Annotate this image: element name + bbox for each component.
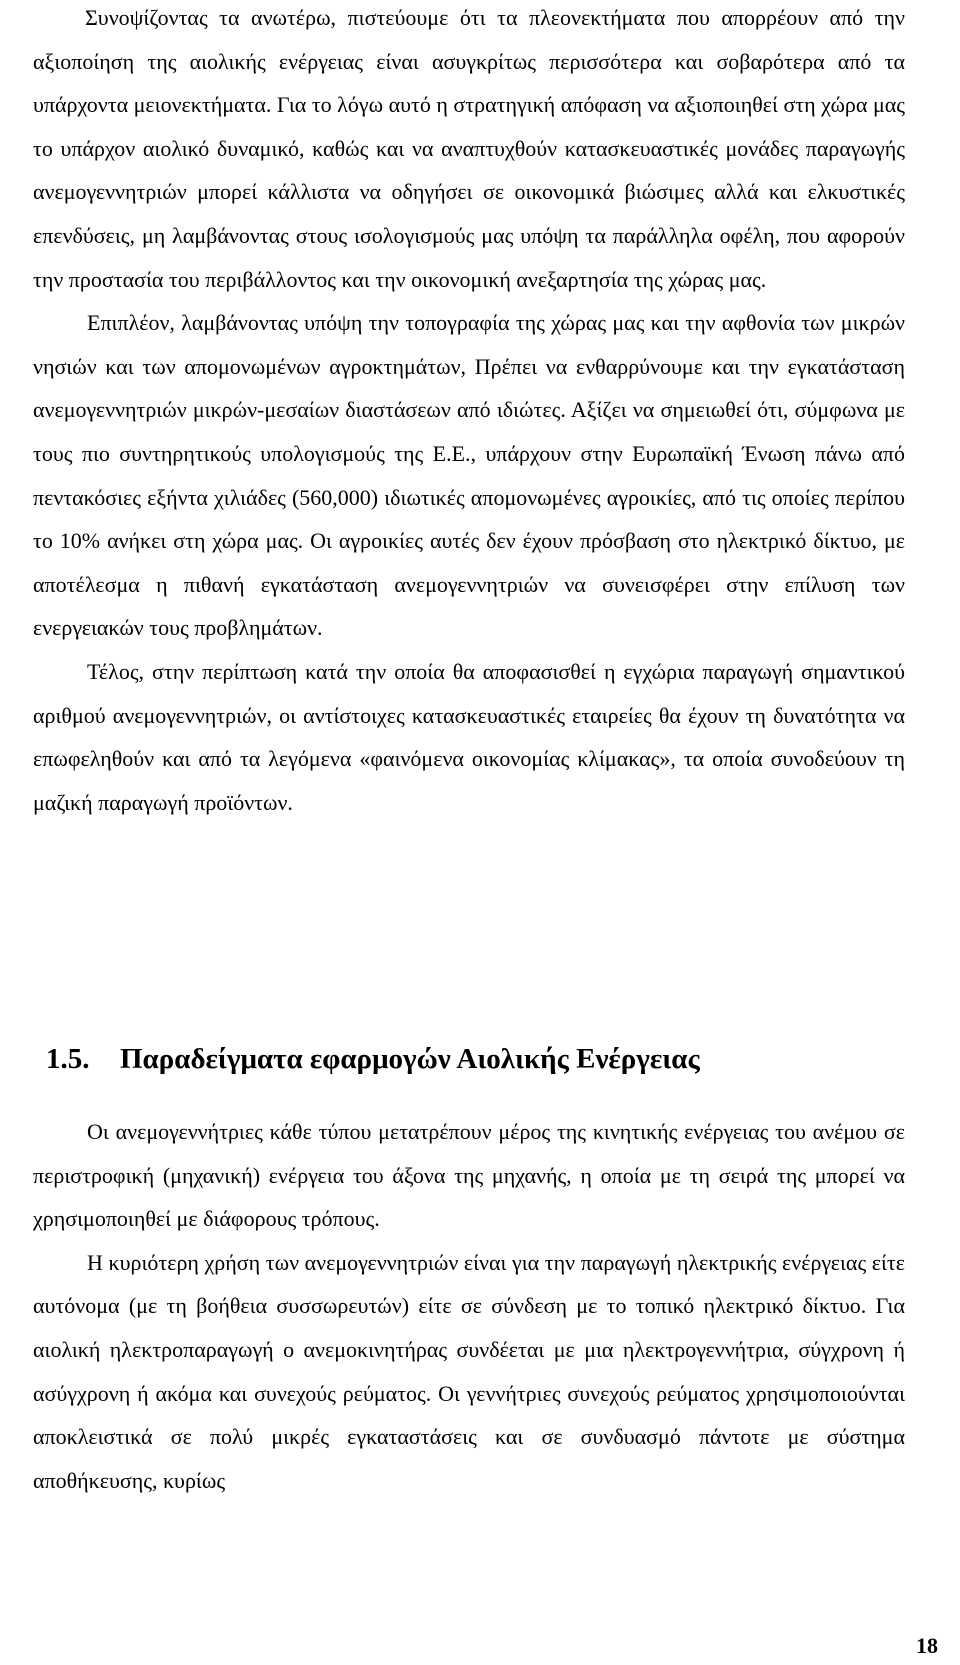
body-text-bottom — [33, 1110, 905, 1502]
section-heading — [46, 1045, 700, 1074]
page-number: 18 — [916, 1633, 938, 1658]
paragraph: Η κυριότερη χρήση των ανεμογεννητριών είναι για την παραγωγή ηλεκτρικής ενέργειας είτε αυτόνομα (με τη βοήθεια συσσωρευτών) είτε σε σύνδεση με το τοπικό ηλεκτρικό δίκτυο. Για αιολική ηλεκτροπαραγωγή ο ανεμοκινητήρας συνδέεται με μια ηλεκτρογεννήτρια, σύγχρονη ή ασύγχρονη ή ακόμα και συνεχούς ρεύματος. Οι γεννήτριες συνεχούς ρεύματος χρησιμοποιούνται αποκλειστικά σε πολύ μικρές εγκαταστάσεις και σε συνδυασμό πάντοτε με σύστημα αποθήκευσης, κυρίως — [33, 1249, 905, 1493]
paragraph: Συνοψίζοντας τα ανωτέρω, πιστεύουμε ότι τα πλεονεκτήματα που απορρέουν από την αξιοποίηση της αιολικής ενέργειας είναι ασυγκρίτως περισσότερα και σοβαρότερα από τα υπάρχοντα μειονεκτήματα. Για το λόγω αυτό η στρατηγική απόφαση να αξιοποιηθεί στη χώρα μας το υπάρχον αιολικό δυναμικό, καθώς και να αναπτυχθούν κατασκευαστικές μονάδες παραγωγής ανεμογεννητριών μπορεί κάλλιστα να οδηγήσει σε οικονομικά βιώσιμες αλλά και ελκυστικές επενδύσεις, μη λαμβάνοντας στους ισολογισμούς μας υπόψη τα παράλληλα οφέλη, που αφορούν την προστασία του περιβάλλοντος και την οικονομική ανεξαρτησία της χώρας μας. — [33, 5, 905, 292]
paragraph: Επιπλέον, λαμβάνοντας υπόψη την τοπογραφία της χώρας μας και την αφθονία των μικρών νησιών και των απομονωμένων αγροκτημάτων, Πρέπει να ενθαρρύνουμε και την εγκατάσταση ανεμογεννητριών μικρών-μεσαίων διαστάσεων από ιδιώτες. Αξίζει να σημειωθεί ότι, σύμφωνα με τους πιο συντηρητικούς υπολογισμούς της Ε.Ε., υπάρχουν στην Ευρωπαϊκή Ένωση πάνω από πεντακόσιες εξήντα χιλιάδες (560,000) ιδιωτικές απομονωμένες αγροικίες, από τις οποίες περίπου το 10% ανήκει στη χώρα μας. Οι αγροικίες αυτές δεν έχουν πρόσβαση στο ηλεκτρικό δίκτυο, με αποτέλεσμα η πιθανή εγκατάσταση ανεμογεννητριών να συνεισφέρει στην επίλυση των ενεργειακών τους προβλημάτων. — [33, 310, 905, 641]
paragraph: Τέλος, στην περίπτωση κατά την οποία θα αποφασισθεί η εγχώρια παραγωγή σημαντικού αριθμού ανεμογεννητριών, οι αντίστοιχες κατασκευαστικές εταιρείες θα έχουν τη δυνατότητα να επωφεληθούν και από τα λεγόμενα «φαινόμενα οικονομίας κλίμακας», τα οποία συνοδεύουν τη μαζική παραγωγή προϊόντων. — [33, 658, 905, 815]
section-number: 1.5. — [46, 1043, 90, 1075]
body-text-top — [33, 0, 905, 824]
section-title: Παραδείγματα εφαρμογών Αιολικής Ενέργειας — [120, 1043, 700, 1075]
paragraph: Οι ανεμογεννήτριες κάθε τύπου μετατρέπουν μέρος της κινητικής ενέργειας του ανέμου σε περιστροφική (μηχανική) ενέργεια του άξονα της μηχανής, η οποία με τη σειρά της μπορεί να χρησιμοποιηθεί με διάφορους τρόπους. — [33, 1119, 905, 1232]
